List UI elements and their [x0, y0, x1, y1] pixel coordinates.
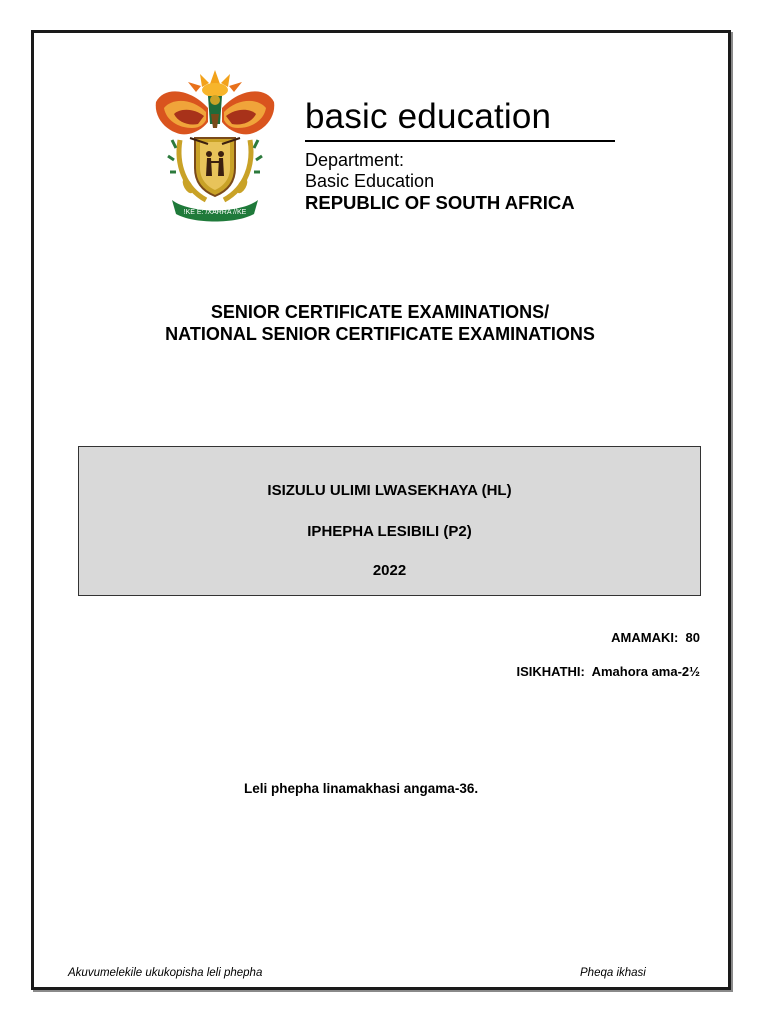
secretary-bird	[208, 95, 222, 128]
subject-name: ISIZULU ULIMI LWASEKHAYA (HL)	[267, 482, 512, 499]
exam-title-line-1: SENIOR CERTIFICATE EXAMINATIONS/	[210, 302, 550, 322]
marks-label: AMAMAKI:	[611, 630, 679, 645]
time-value: Amahora ama-2½	[591, 664, 700, 679]
subject-box	[78, 446, 701, 596]
document-header	[150, 68, 620, 228]
page-count-note: Leli phepha linamakhasi angama-36.	[244, 781, 479, 796]
department-name: Basic Education	[305, 171, 435, 191]
paper-number: IPHEPHA LESIBILI (P2)	[307, 523, 472, 540]
footer-copyright-notice: Akuvumelekile ukukopisha leli phepha	[68, 967, 263, 979]
brand-underline	[305, 140, 615, 142]
time-label: ISIKHATHI:	[516, 664, 585, 679]
motto-text: !KE E: /XARRA //KE	[183, 209, 247, 216]
south-africa-coat-of-arms-icon	[150, 68, 280, 223]
brand-block	[305, 98, 617, 214]
exam-title-line-2: NATIONAL SENIOR CERTIFICATE EXAMINATIONS	[165, 324, 595, 344]
time-line	[516, 664, 700, 680]
motto-ribbon	[172, 200, 258, 222]
marks-value: 80	[685, 630, 700, 645]
shield	[195, 138, 235, 196]
sun-rays	[188, 70, 242, 97]
brand-title: basic education	[305, 97, 552, 136]
exam-year: 2022	[372, 562, 407, 579]
marks-line	[611, 630, 700, 646]
department-label: Department:	[305, 150, 405, 170]
footer-turn-page: Pheqa ikhasi	[580, 967, 646, 979]
republic-name: REPUBLIC OF SOUTH AFRICA	[305, 192, 575, 213]
